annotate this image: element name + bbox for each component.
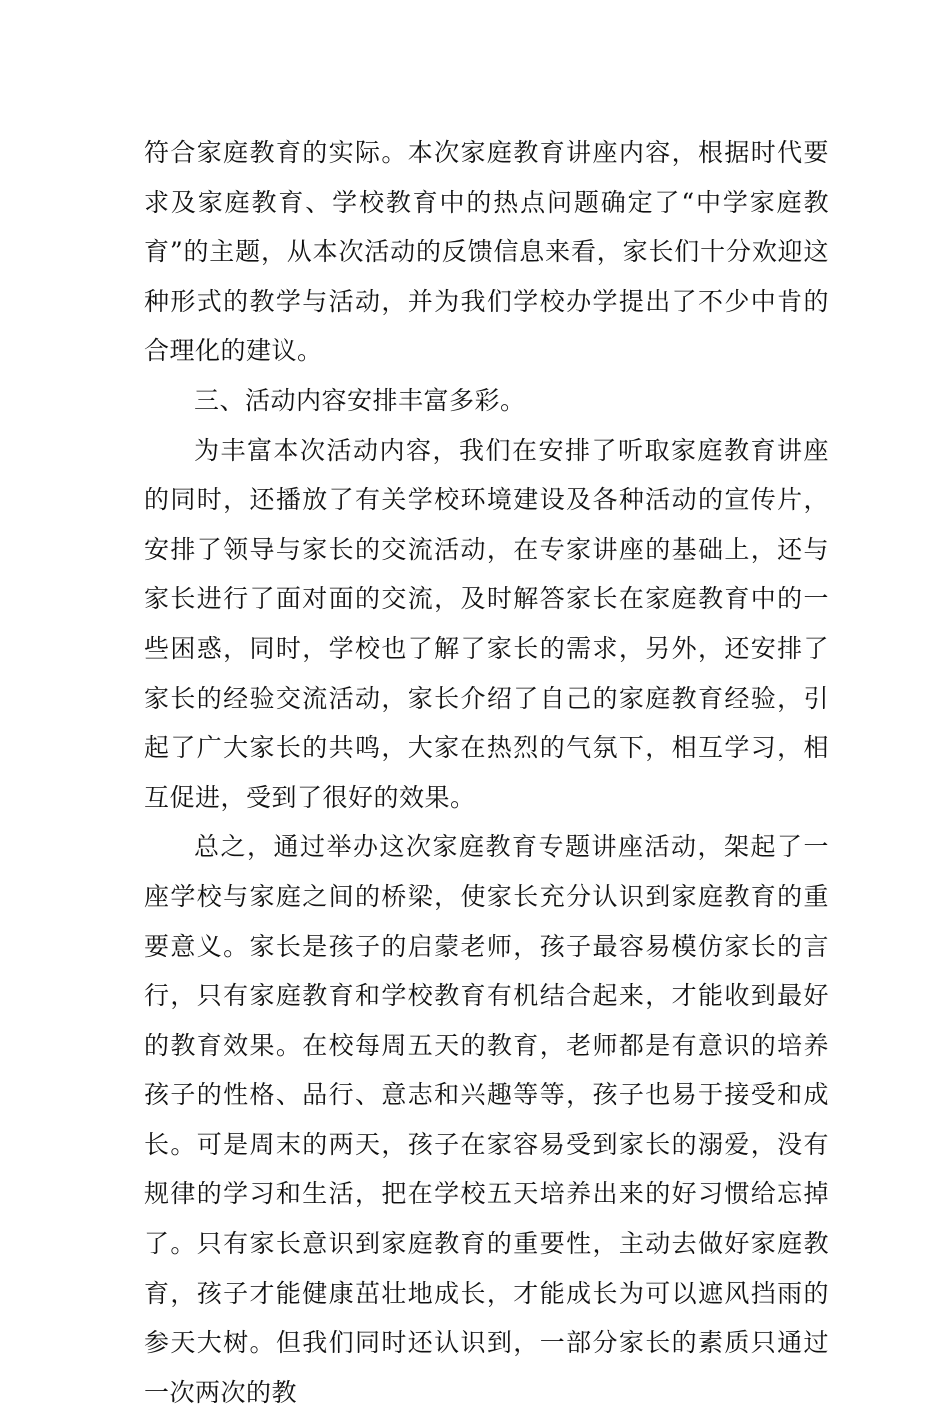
section-heading-activity-content: 三、活动内容安排丰富多彩。 <box>194 385 526 415</box>
paragraph-activity-details: 为丰富本次活动内容，我们在安排了听取家庭教育讲座的同时，还播放了有关学校环境建设及各种活动的宣传片，安排了领导与家长的交流活动，在专家讲座的基础上，还与家长进行了面对面的交流，及时解答家长在家庭教育中的一些困惑，同时，学校也了解了家长的需求，另外，还安排了家长的经验交流活动，家长介绍了自己的家庭教育经验，引起了广大家长的共鸣，大家在热烈的气氛下，相互学习，相互促进，受到了很好的效果。 <box>144 435 829 812</box>
paragraph-continuation: 符合家庭教育的实际。本次家庭教育讲座内容，根据时代要求及家庭教育、学校教育中的热点问题确定了“中学家庭教育”的主题，从本次活动的反馈信息来看，家长们十分欢迎这种形式的教学与活动，并为我们学校办学提出了不少中肯的合理化的建议。 <box>144 138 829 366</box>
document-body <box>144 128 829 1417</box>
paragraph-summary: 总之，通过举办这次家庭教育专题讲座活动，架起了一座学校与家庭之间的桥梁，使家长充分认识到家庭教育的重要意义。家长是孩子的启蒙老师，孩子最容易模仿家长的言行，只有家庭教育和学校教育有机结合起来，才能收到最好的教育效果。在校每周五天的教育，老师都是有意识的培养孩子的性格、品行、意志和兴趣等等，孩子也易于接受和成长。可是周末的两天，孩子在家容易受到家长的溺爱，没有规律的学习和生活，把在学校五天培养出来的好习惯给忘掉了。只有家长意识到家庭教育的重要性，主动去做好家庭教育，孩子才能健康茁壮地成长，才能成长为可以遮风挡雨的参天大树。但我们同时还认识到，一部分家长的素质只通过一次两次的教 <box>144 832 829 1407</box>
